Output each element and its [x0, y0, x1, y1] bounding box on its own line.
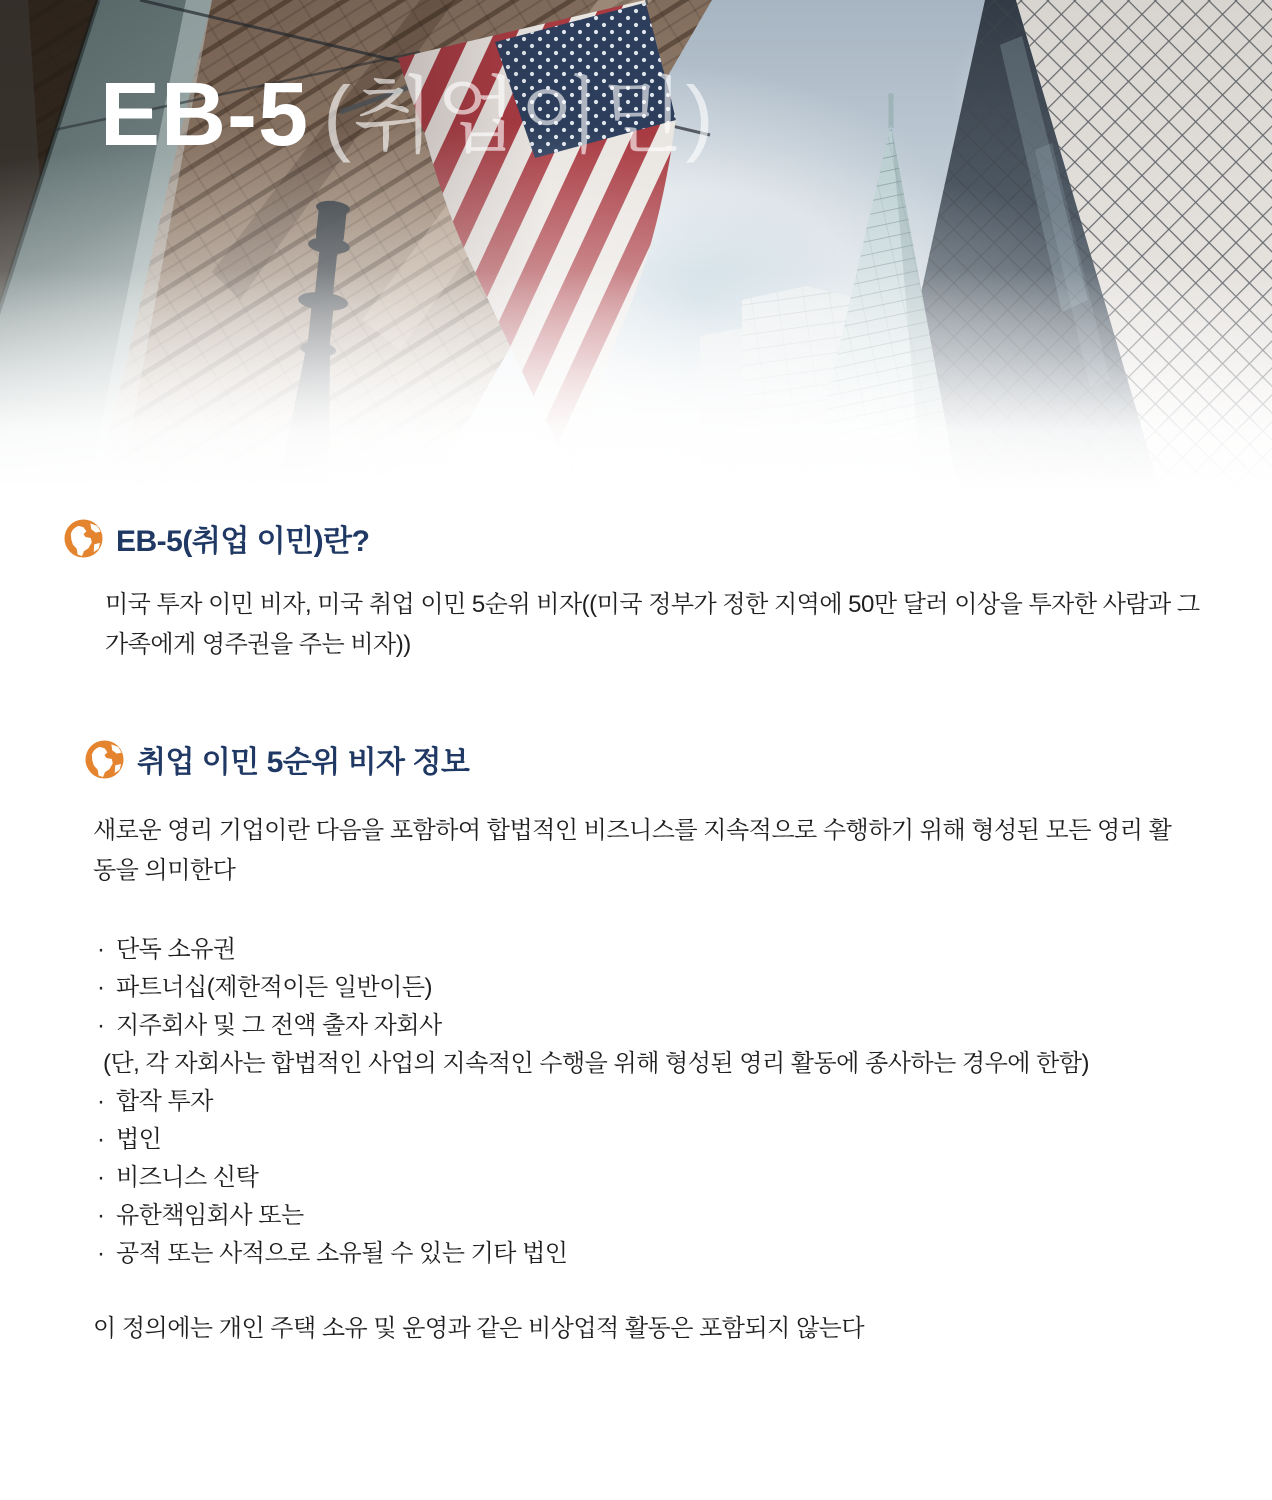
section-about-heading	[64, 516, 1212, 560]
list-item: · 비즈니스 신탁	[97, 1159, 1212, 1197]
visa-entity-list	[97, 931, 1212, 1273]
list-item: · 법인	[97, 1121, 1212, 1159]
list-item: · 유한책임회사 또는	[97, 1197, 1212, 1235]
section-about-body: 미국 투자 이민 비자, 미국 취업 이민 5순위 비자((미국 정부가 정한 지역에 50만 달러 이상을 투자한 사람과 그 가족에게 영주권을 주는 비자))	[105, 591, 1200, 658]
list-item: · 공적 또는 사적으로 소유될 수 있는 기타 법인	[97, 1235, 1212, 1273]
globe-icon	[85, 740, 124, 779]
section-info-heading	[85, 737, 1212, 781]
section-info-outro: 이 정의에는 개인 주택 소유 및 운영과 같은 비상업적 활동은 포함되지 않는다	[93, 1315, 865, 1342]
list-item: · 단독 소유권	[97, 931, 1212, 969]
list-item: · 파트너십(제한적이든 일반이든)	[97, 969, 1212, 1007]
list-item-note: (단, 각 자회사는 합법적인 사업의 지속적인 수행을 위해 형성된 영리 활동에 종사하는 경우에 한함)	[103, 1050, 1090, 1077]
hero-title-sub: (취업이민)	[323, 69, 716, 163]
section-info-heading-text: 취업 이민 5순위 비자 정보	[137, 746, 470, 779]
hero-title	[100, 65, 716, 165]
section-info-intro: 새로운 영리 기업이란 다음을 포함하여 합법적인 비즈니스를 지속적으로 수행하기 위해 형성된 모든 영리 활동을 의미한다	[93, 817, 1172, 884]
section-about-heading-text: EB-5(취업 이민)란?	[116, 525, 370, 558]
section-visa-info	[85, 737, 1212, 1349]
globe-icon	[64, 519, 103, 558]
hero-banner	[0, 0, 1272, 490]
section-about-eb5	[64, 516, 1212, 665]
list-item: · 합작 투자	[97, 1083, 1212, 1121]
hero-title-main: EB-5	[100, 65, 310, 165]
list-item: · 지주회사 및 그 전액 출자 자회사	[97, 1007, 1212, 1045]
